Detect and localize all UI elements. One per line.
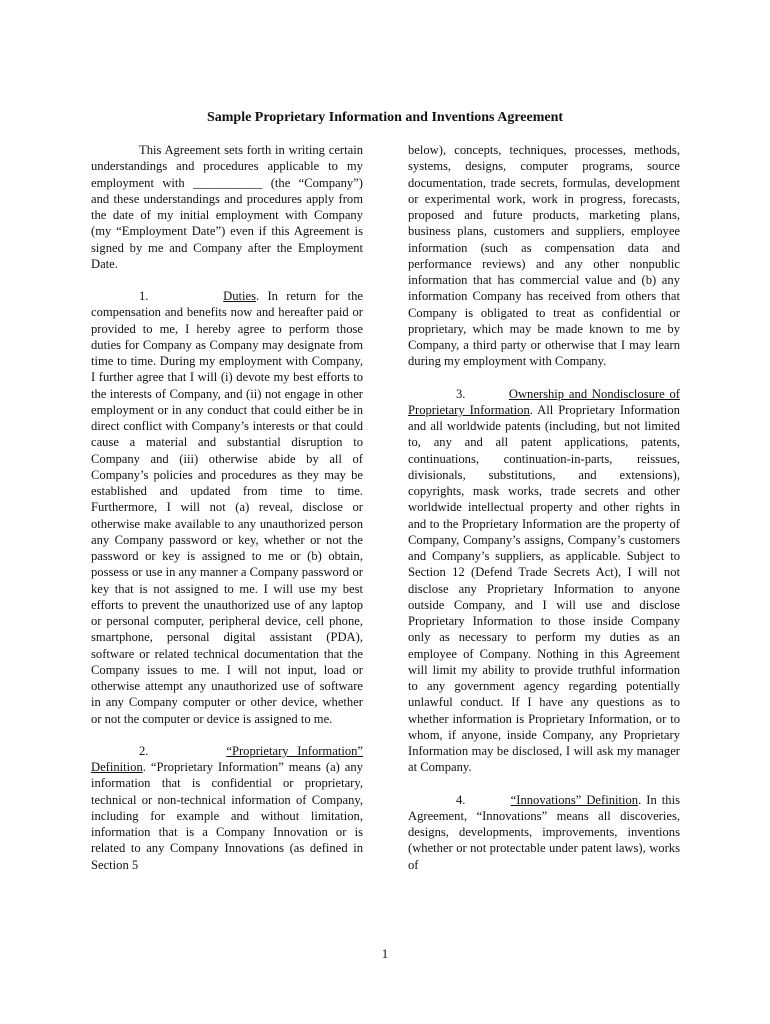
section-2-number: 2.	[139, 743, 149, 758]
section-2-heading: “Proprietary Information” Definition	[91, 743, 363, 774]
section-1-heading: Duties	[223, 289, 257, 303]
intro-paragraph: This Agreement sets forth in writing certain understandings and procedures applicable to my employment with ___________ (the “Company”) and these understandings and procedures apply from the date of my initial employment with Company (my “Employment Date”) even if this Agreement is signed by me and Company after the Employment Date.	[91, 143, 363, 271]
left-column	[91, 142, 363, 873]
section-1-paragraph	[91, 288, 363, 727]
section-1-number: 1.	[139, 289, 149, 303]
section-4-paragraph	[408, 792, 680, 873]
section-2-paragraph	[91, 743, 363, 873]
section-1-text: . In return for the compensation and benefits now and hereafter paid or provided to me, I hereby agree to perform those duties for Company as Company may designate from time to time. During my employment with Company, I further agree that I will (i) devote my best efforts to the interests of Company, and (ii) not engage in other employment or in any conduct that could either be in direct conflict with Company’s interests or that could cause a material and substantial disruption to Company and (iii) otherwise abide by all of Company’s policies and procedures as they may be established and updated from time to time. Furthermore, I will not (a) reveal, disclose or otherwise make available to any unauthorized person any Company password or key, whether or not the password or key is assigned to me or (b) obtain, possess or use in any manner a Company password or key that is not assigned to me. I will use my best efforts to prevent the unauthorized use of any laptop or personal computer, peripheral device, cell phone, smartphone, personal digital assistant (PDA), software or related technical documentation that the Company issues to me. I will not input, load or otherwise attempt any unauthorized use of software in any Company computer or other device, whether or not the computer or device is assigned to me.	[91, 289, 364, 726]
section-3-text: . All Proprietary Information and all worldwide patents (including, but not limited to, any and all patent applications, patents, continuations, continuation-in-parts, reissues, divisionals, substitutions, and extensions), copyrights, mask works, trade secrets and other worldwide intellectual property and other rights in and to the Proprietary Information are the property of Company, Company’s assigns, Company’s customers and Company’s suppliers, as applicable. Subject to Section 12 (Defend Trade Secrets Act), I will not disclose any Proprietary Information to anyone outside Company, and I will use and disclose Proprietary Information to those inside Company only as necessary to perform my duties as an employee of Company. Nothing in this Agreement will limit my ability to provide truthful information to any government agency regarding potentially unlawful conduct. If I have any questions as to whether information is Proprietary Information, or to whom, if anyone, inside Company, any Proprietary Information may be disclosed, I will ask my manager at Company.	[408, 402, 680, 775]
right-column	[408, 142, 680, 873]
section-4-number: 4.	[456, 792, 466, 807]
section-4-text: . In this Agreement, “Innovations” means all discoveries, designs, developments, improvements, inventions (whether or not protectable under patent laws), works of	[408, 792, 680, 872]
page-number: 1	[381, 946, 389, 961]
section-3-paragraph	[408, 386, 680, 776]
section-3-number: 3.	[456, 386, 466, 401]
document-title: Sample Proprietary Information and Inventions Agreement	[206, 110, 564, 125]
section-3-heading: Ownership and Nondisclosure of Proprietary Information	[408, 386, 680, 417]
section-4-heading: “Innovations” Definition	[510, 792, 639, 807]
continued-paragraph: below), concepts, techniques, processes, methods, systems, designs, computer programs, source documentation, trade secrets, formulas, development or experimental work, work in progress, forecasts, proposed and future products, marketing plans, business plans, customers and suppliers, employee information (such as compensation data and performance reviews) and any other nonpublic information that has commercial value and (b) any information Company has received from others that Company is obligated to treat as confidential or proprietary, which may be made known to me by Company, a third party or otherwise that I may learn during my employment with Company.	[408, 143, 680, 369]
section-2-text: . “Proprietary Information” means (a) any information that is confidential or proprietary, technical or non-technical information of Company, including for example and without limitation, information that is a Company Innovation or is related to any Company Innovations (as defined in Section 5	[91, 760, 363, 872]
